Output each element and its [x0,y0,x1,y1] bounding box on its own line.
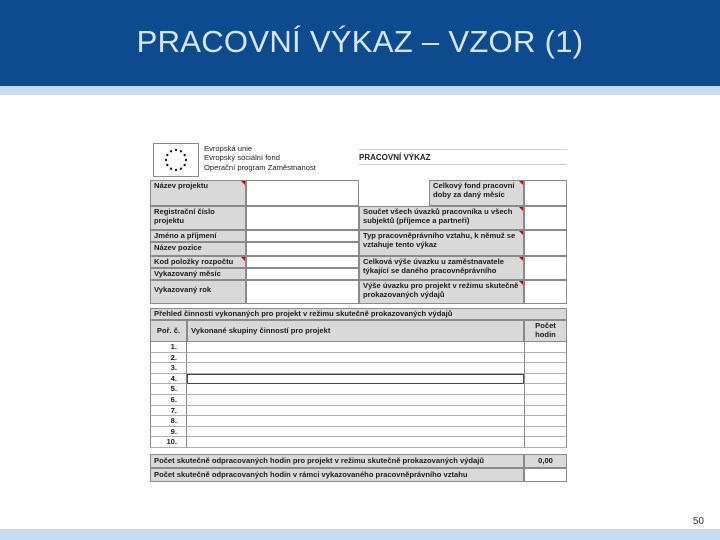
employment-type-label: Typ pracovněprávního vztahu, k němuž se vztahuje tento výkaz [359,230,524,256]
activity-cell[interactable] [187,395,524,406]
project-name-field[interactable] [246,180,359,206]
grid-line [359,164,567,165]
row-number: 3. [150,363,187,374]
reported-month-label: Vykazovaný měsíc [150,268,246,280]
timesheet-form [150,140,567,482]
org-line: Evropský sociální fond [204,153,280,163]
position-label: Název pozice [150,242,246,256]
reported-year-field[interactable] [246,280,359,304]
activity-cell[interactable] [187,342,524,353]
total-employment-hours-field[interactable] [524,468,567,482]
column-number-header: Poř. č. [150,320,187,342]
hours-cell[interactable] [524,363,567,374]
activity-cell[interactable] [187,437,524,448]
project-workload-label: Výše úvazku pro projekt v režimu skutečně prokazovaných výdajů [359,280,524,304]
workload-sum-field[interactable] [524,206,567,230]
row-number: 6. [150,395,187,406]
budget-item-label: Kod položky rozpočtu [150,256,246,268]
reported-month-field[interactable] [246,268,359,280]
activity-cell[interactable] [187,384,524,395]
activity-cell[interactable] [187,416,524,427]
total-employment-hours-label: Počet skutečně odpracovaných hodin v rámci vykazovaného pracovněprávního vztahu [150,468,524,482]
hours-cell[interactable] [524,437,567,448]
hours-cell[interactable] [524,395,567,406]
page-number: 50 [692,516,704,527]
activity-cell[interactable] [187,353,524,364]
total-workload-field[interactable] [524,256,567,280]
column-hours-header: Počet hodin [524,320,567,342]
activity-cell[interactable] [187,406,524,417]
hours-cell[interactable] [524,374,567,385]
sheet-title: PRACOVNÍ VÝKAZ [359,153,431,162]
hours-cell[interactable] [524,342,567,353]
registration-number-field[interactable] [246,206,359,230]
project-name-label: Název projektu [150,180,246,206]
working-time-fund-field[interactable] [524,180,567,206]
organization-block [204,144,316,172]
project-workload-field[interactable] [524,280,567,304]
activity-cell[interactable] [187,363,524,374]
working-time-fund-label: Celkový fond pracovní doby za daný měsíc [429,180,524,206]
budget-item-field[interactable] [246,256,359,268]
header-stripe [0,86,720,95]
row-number: 2. [150,353,187,364]
row-number: 8. [150,416,187,427]
workload-sum-label: Součet všech úvazků pracovníka u všech subjektů (příjemce a partneři) [359,206,524,230]
activity-cell[interactable] [187,427,524,438]
grid-line [359,149,567,150]
row-number: 9. [150,427,187,438]
total-project-hours-label: Počet skutečně odpracovaných hodin pro projekt v režimu skutečně prokazovaných výdajů [150,454,524,468]
row-number: 7. [150,406,187,417]
registration-number-label: Registrační číslo projektu [150,206,246,230]
full-name-label: Jméno a příjmení [150,230,246,242]
total-project-hours-value: 0,00 [524,454,567,468]
hours-cell[interactable] [524,416,567,427]
row-number: 4. [150,374,187,385]
activity-section-title: Přehled činností vykonaných pro projekt v režimu skutečně prokazovaných výdajů [150,308,567,320]
org-line: Operační program Zaměstnanost [204,162,316,172]
slide-title: PRACOVNÍ VÝKAZ – VZOR (1) [136,24,584,59]
hours-cell[interactable] [524,384,567,395]
hours-cell[interactable] [524,427,567,438]
full-name-field[interactable] [246,230,359,242]
row-number: 5. [150,384,187,395]
row-number: 1. [150,342,187,353]
hours-cell[interactable] [524,353,567,364]
org-line: Evropská unie [204,144,253,153]
position-field[interactable] [246,242,359,256]
hours-cell[interactable] [524,406,567,417]
row-number: 10. [150,437,187,448]
total-workload-label: Celková výše úvazku u zaměstnavatele týkající se daného pracovněprávního [359,256,524,280]
activity-cell[interactable] [187,374,524,385]
column-activity-header: Vykonané skupiny činností pro projekt [187,320,524,342]
reported-year-label: Vykazovaný rok [150,280,246,304]
eu-flag-icon [153,143,199,177]
employment-type-field[interactable] [524,230,567,256]
footer-stripe [0,529,720,540]
